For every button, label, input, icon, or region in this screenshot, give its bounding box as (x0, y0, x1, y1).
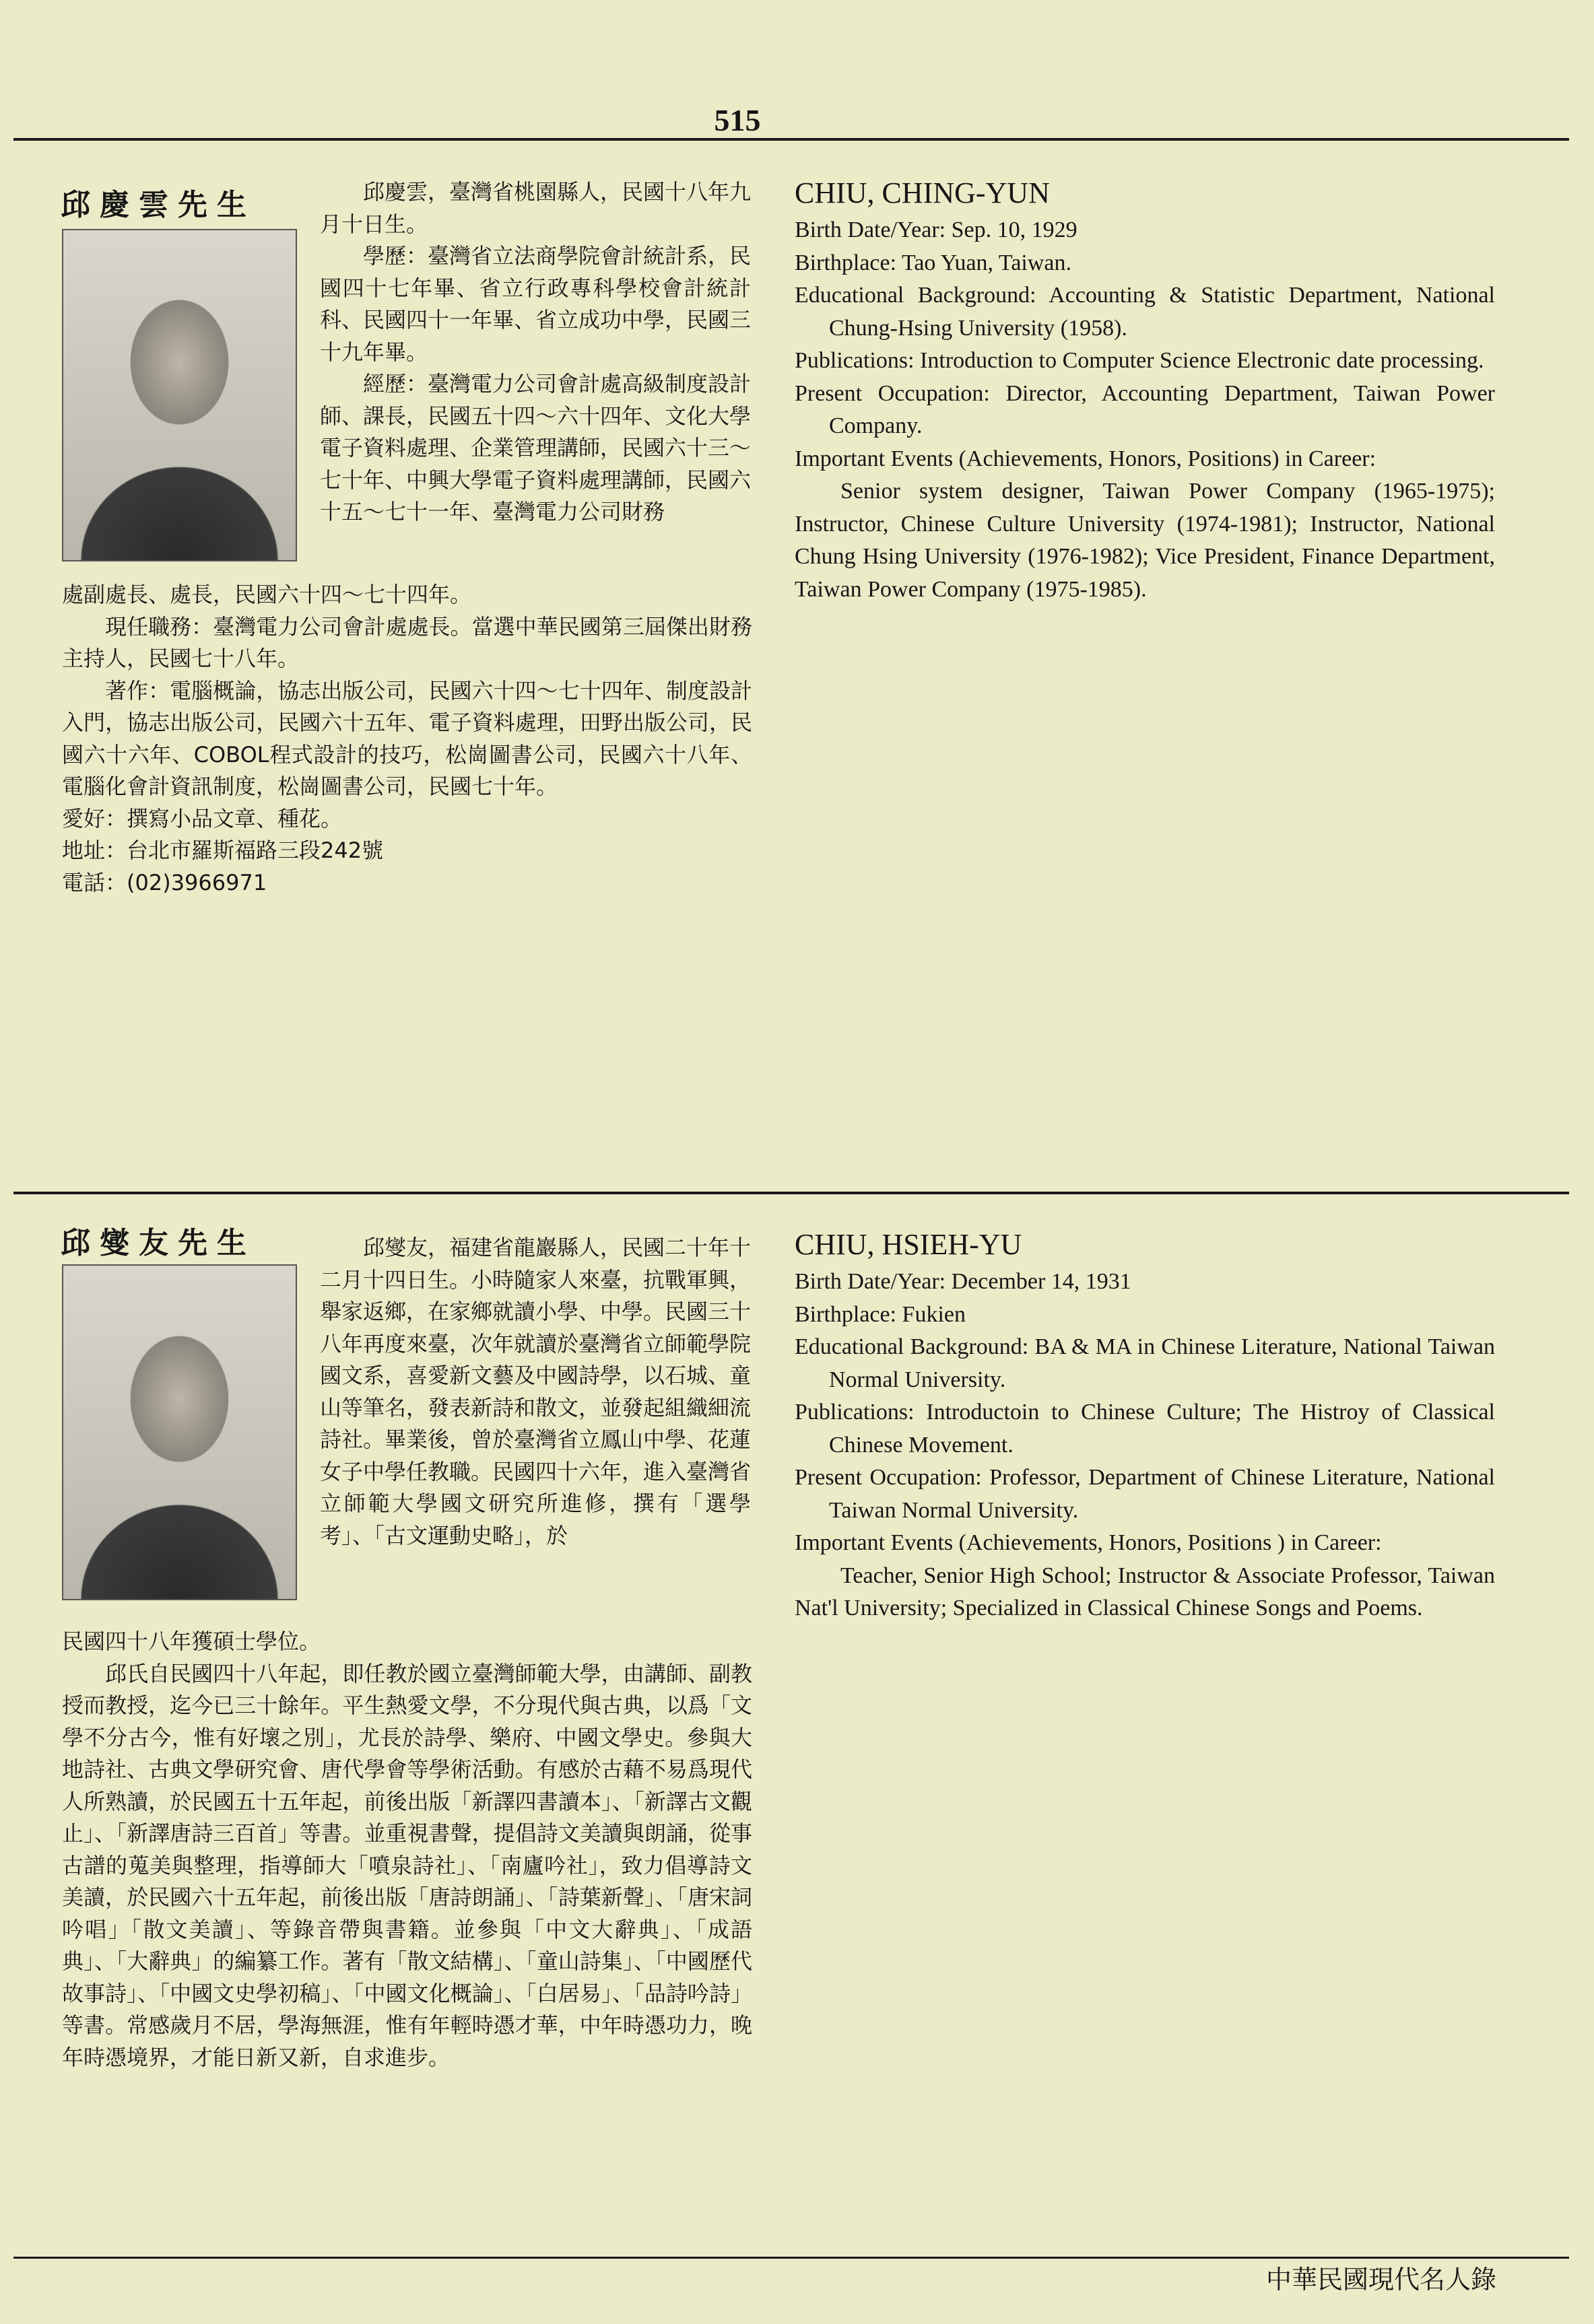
english-field: Important Events (Achievements, Honors, Positions) in Career: (795, 446, 1376, 471)
chinese-bio-paragraph: 學歷：臺灣省立法商學院會計統計系，民國四十七年畢、省立行政專科學校會計統計科、民國四十一年畢、省立成功中學，民國三十九年畢。 (320, 243, 752, 365)
biography-entry (0, 1198, 1594, 2249)
section-divider (13, 1192, 1569, 1194)
chinese-bio-paragraph: 民國四十八年獲碩士學位。 (62, 1629, 321, 1654)
biography-entry (0, 141, 1594, 1185)
portrait-photo (62, 229, 297, 561)
english-field: Birthplace: Fukien (795, 1301, 966, 1327)
chinese-bio-full (62, 579, 752, 899)
english-bio (795, 174, 1495, 606)
english-field: Publications: Introduction to Computer Science Electronic date processing. (795, 348, 1484, 373)
portrait-photo (62, 1264, 297, 1600)
english-field: Birth Date/Year: Sep. 10, 1929 (795, 217, 1077, 242)
english-field: Present Occupation: Professor, Department of Chinese Literature, National Taiwan Normal University. (795, 1465, 1495, 1523)
english-career-body: Senior system designer, Taiwan Power Company (1965-1975); Instructor, Chinese Culture University (1974-1981); Instructor, National Chung Hsing University (1976-1982); Vice President, Finance Department, Taiwan Power Company (1975-1985). (795, 479, 1495, 602)
top-rule (13, 138, 1569, 141)
english-field: Publications: Introductoin to Chinese Culture; The Histroy of Classical Chinese Movement. (795, 1400, 1495, 1458)
chinese-bio-paragraph: 經歷：臺灣電力公司會計處高級制度設計師、課長，民國五十四～六十四年、文化大學電子資料處理、企業管理講師，民國六十三～七十年、中興大學電子資料處理講師，民國六十五～七十一年、臺灣電力公司財務 (320, 371, 752, 524)
chinese-bio-phone: 電話：(02)3966971 (62, 869, 267, 895)
chinese-bio-paragraph: 著作：電腦概論，協志出版公司，民國六十四～七十四年、制度設計入門，協志出版公司，民國六十五年、電子資料處理，田野出版公司，民國六十六年、COBOL程式設計的技巧，松崗圖書公司，民國六十八年、電腦化會計資訊制度，松崗圖書公司，民國七十年。 (62, 677, 752, 799)
chinese-bio-paragraph: 處副處長、處長，民國六十四～七十四年。 (62, 582, 472, 607)
chinese-bio-paragraph: 邱氏自民國四十八年起，即任教於國立臺灣師範大學，由講師、副教授而教授，迄今已三十餘年。平生熱愛文學，不分現代與古典，以爲「文學不分古今，惟有好壞之別」，尤長於詩學、樂府、中國文學史。參與大地詩社、古典文學研究會、唐代學會等學術活動。有感於古藉不易爲現代人所熟讀，於民國五十五年起，前後出版「新譯四書讀本」、「新譯古文觀止」、「新譯唐詩三百首」等書。並重視書聲，提倡詩文美讀與朗誦，從事古譜的蒐美與整理，指導師大「噴泉詩社」、「南廬吟社」，致力倡導詩文美讀，於民國六十五年起，前後出版「唐詩朗誦」、「詩葉新聲」、「唐宋詞吟唱」「散文美讀」、等錄音帶與書籍。並參與「中文大辭典」、「成語典」、「大辭典」的編纂工作。著有「散文結構」、「童山詩集」、「中國歷代故事詩」、「中國文史學初稿」、「中國文化概論」、「白居易」、「品詩吟詩」等書。常感歲月不居，學海無涯，惟有年輕時憑才華，中年時憑功力，晚年時憑境界，才能日新又新，自求進步。 (62, 1660, 752, 2070)
english-field: Present Occupation: Director, Accounting Department, Taiwan Power Company. (795, 380, 1495, 438)
footer-book-title: 中華民國現代名人錄 (1265, 2265, 1496, 2294)
chinese-bio-paragraph: 現任職務：臺灣電力公司會計處處長。當選中華民國第三屆傑出財務主持人，民國七十八年。 (62, 613, 752, 671)
english-name-heading: CHIU, HSIEH-YU (795, 1228, 1022, 1261)
english-field: Birth Date/Year: December 14, 1931 (795, 1269, 1131, 1294)
chinese-bio-paragraph: 邱慶雲，臺灣省桃園縣人，民國十八年九月十日生。 (320, 179, 752, 237)
chinese-bio-address: 地址：台北市羅斯福路三段242號 (62, 838, 384, 863)
bottom-rule (13, 2257, 1569, 2259)
chinese-bio-full (62, 1626, 752, 2074)
chinese-name-heading: 邱燮友先生 (61, 1226, 256, 1260)
english-field: Educational Background: BA & MA in Chinese Literature, National Taiwan Normal University. (795, 1334, 1495, 1392)
chinese-bio-side (320, 1232, 751, 1552)
chinese-bio-hobby: 愛好：撰寫小品文章、種花。 (62, 805, 343, 831)
english-bio (795, 1225, 1495, 1625)
chinese-bio-side (320, 176, 751, 528)
english-field: Educational Background: Accounting & Statistic Department, National Chung-Hsing University (1958). (795, 283, 1495, 341)
page-number: 515 (714, 103, 761, 137)
english-career-body: Teacher, Senior High School; Instructor & Associate Professor, Taiwan Nat'l University; Specialized in Classical Chinese Songs and Poems. (795, 1563, 1495, 1620)
chinese-bio-paragraph: 邱燮友，福建省龍巖縣人，民國二十年十二月十四日生。小時隨家人來臺，抗戰軍興，舉家返鄉，在家鄉就讀小學、中學。民國三十八年再度來臺，次年就讀於臺灣省立師範學院國文系，喜愛新文藝及中國詩學，以石城、童山等筆名，發表新詩和散文，並發起組織細流詩社。畢業後，曾於臺灣省立鳳山中學、花蓮女子中學任教職。民國四十六年，進入臺灣省立師範大學國文研究所進修，撰有「選學考」、「古文運動史略」，於 (320, 1235, 752, 1548)
english-name-heading: CHIU, CHING-YUN (795, 176, 1050, 209)
english-field: Birthplace: Tao Yuan, Taiwan. (795, 250, 1072, 275)
english-field: Important Events (Achievements, Honors, Positions ) in Career: (795, 1530, 1382, 1555)
chinese-name-heading: 邱慶雲先生 (61, 188, 256, 222)
